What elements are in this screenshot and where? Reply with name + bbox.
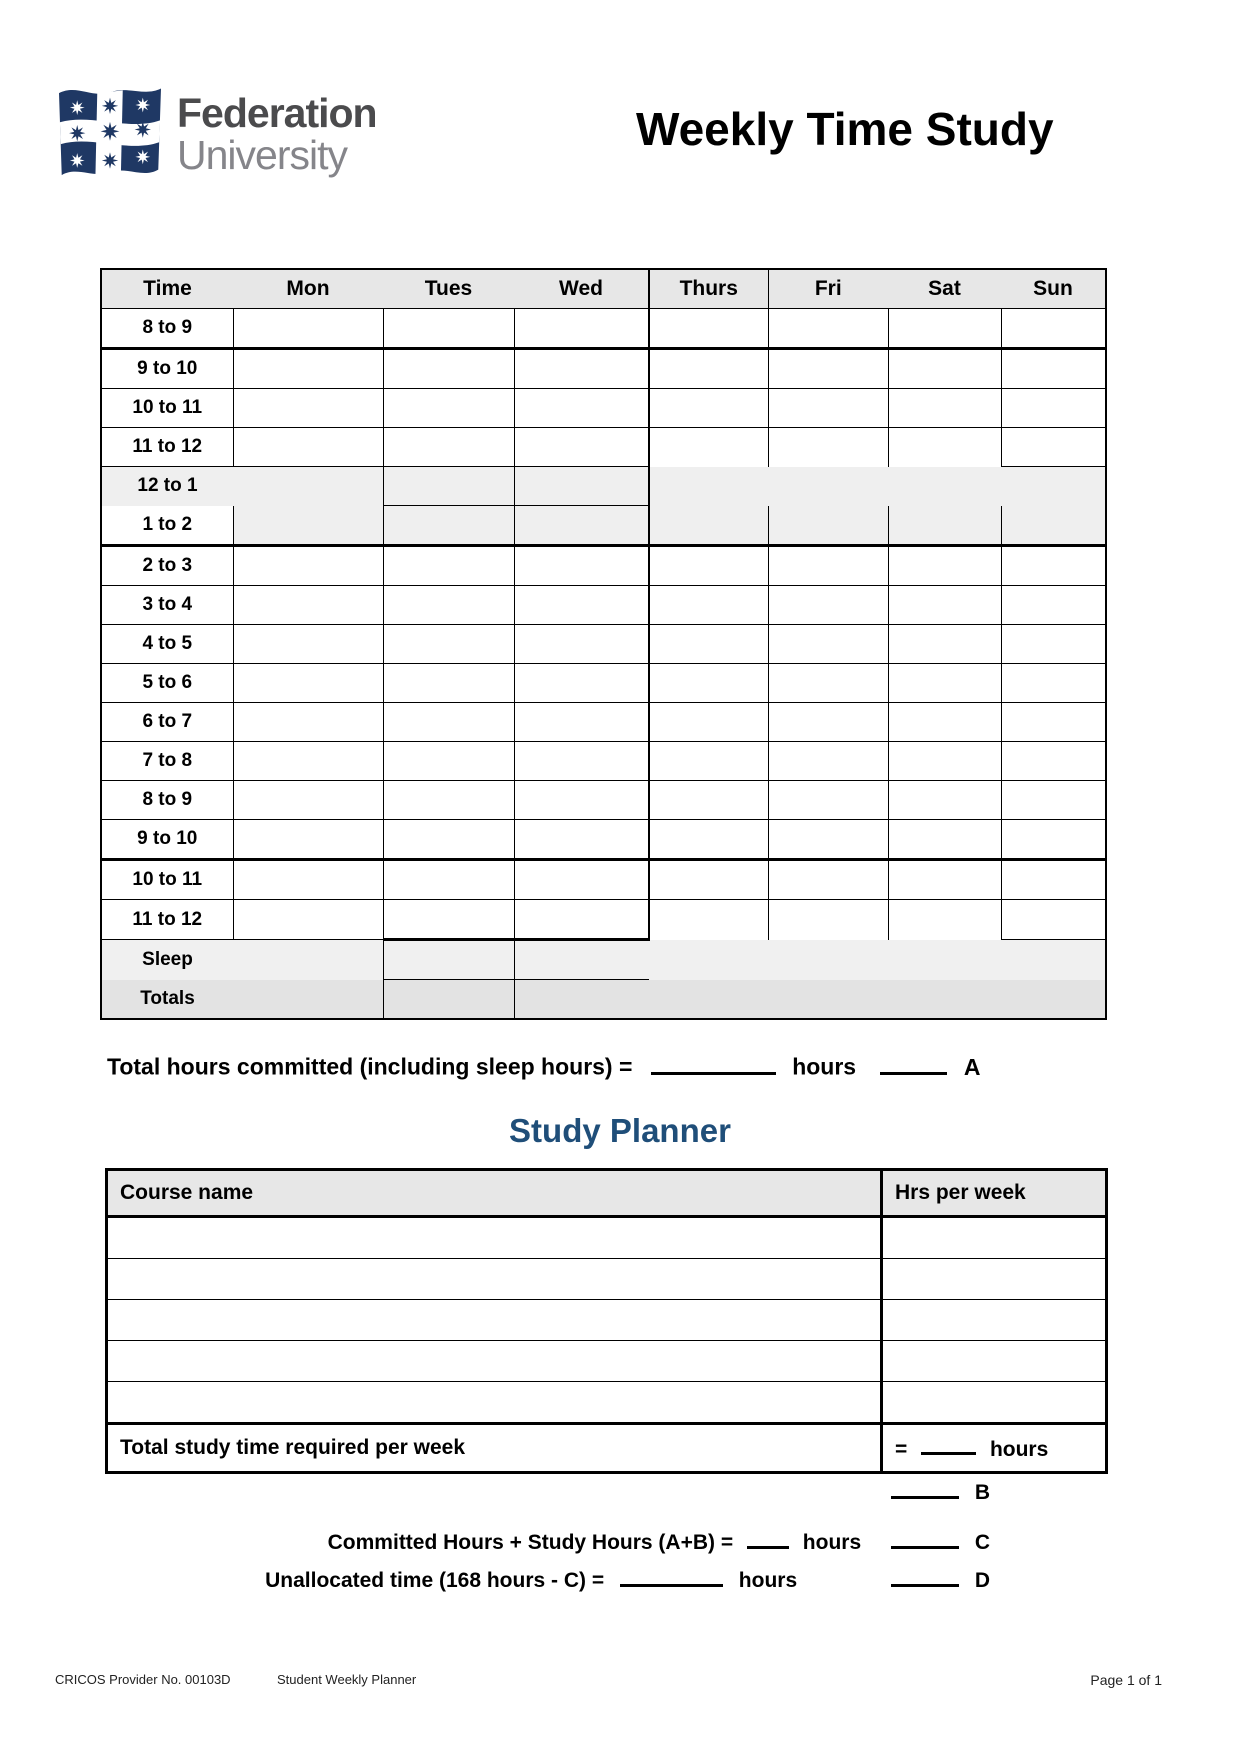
timetable-row (101, 980, 1106, 1020)
course-row (107, 1341, 1107, 1382)
time-row-label: 5 to 6 (101, 664, 233, 703)
timetable-cell[interactable] (383, 389, 514, 428)
timetable-cell[interactable] (1001, 664, 1106, 703)
logo-text-federation: Federation (177, 90, 377, 137)
timetable-cell[interactable] (383, 900, 514, 940)
timetable-row (101, 664, 1106, 703)
timetable-row (101, 349, 1106, 389)
course-name-cell[interactable] (107, 1382, 882, 1424)
federation-university-logo (55, 84, 377, 186)
timetable-cell[interactable] (233, 664, 383, 703)
timetable-cell[interactable] (768, 546, 888, 586)
timetable-cell[interactable] (383, 703, 514, 742)
timetable-cell[interactable] (383, 980, 514, 1020)
total-study-time-blank[interactable] (921, 1435, 976, 1456)
hours-per-week-cell[interactable] (882, 1341, 1107, 1382)
timetable-cell[interactable] (649, 546, 768, 586)
timetable-cell[interactable] (514, 781, 649, 820)
timetable-cell[interactable] (649, 860, 768, 900)
timetable-cell[interactable] (1001, 820, 1106, 860)
timetable-cell[interactable] (383, 349, 514, 389)
timetable-cell[interactable] (1001, 428, 1106, 467)
timetable-cell[interactable] (649, 389, 768, 428)
timetable-cell[interactable] (383, 309, 514, 349)
timetable-cell[interactable] (514, 980, 649, 1020)
timetable-cell[interactable] (233, 940, 383, 980)
timetable-cell[interactable] (383, 586, 514, 625)
timetable-cell[interactable] (233, 309, 383, 349)
timetable-cell[interactable] (233, 900, 383, 940)
ref-letter-a: A (963, 1053, 981, 1080)
timetable-cell[interactable] (768, 467, 888, 506)
timetable-cell[interactable] (768, 349, 888, 389)
timetable-cell[interactable] (1001, 900, 1106, 940)
course-name-column-header: Course name (107, 1170, 882, 1217)
timetable-cell[interactable] (233, 625, 383, 664)
timetable-cell[interactable] (888, 309, 1001, 349)
ref-letter-b: B (974, 1480, 990, 1504)
timetable-cell[interactable] (383, 467, 514, 506)
timetable-cell[interactable] (768, 586, 888, 625)
total-hours-label: Total hours committed (including sleep hours) = (107, 1053, 633, 1080)
timetable-cell[interactable] (383, 781, 514, 820)
timetable-cell[interactable] (233, 389, 383, 428)
timetable-cell[interactable] (649, 781, 768, 820)
course-name-cell[interactable] (107, 1217, 882, 1259)
timetable-cell[interactable] (768, 820, 888, 860)
day-column-header: Tues (383, 269, 514, 309)
timetable-cell[interactable] (1001, 586, 1106, 625)
timetable-cell[interactable] (514, 467, 649, 506)
timetable-cell[interactable] (1001, 781, 1106, 820)
summary-line-d (100, 1566, 990, 1593)
timetable-cell[interactable] (888, 940, 1001, 980)
timetable-cell[interactable] (888, 980, 1001, 1020)
timetable-row (101, 467, 1106, 506)
timetable-cell[interactable] (383, 664, 514, 703)
course-name-cell[interactable] (107, 1341, 882, 1382)
timetable-cell[interactable] (768, 389, 888, 428)
hours-per-week-cell[interactable] (882, 1300, 1107, 1341)
timetable-cell[interactable] (649, 980, 768, 1020)
hours-unit-label: hours (802, 1530, 862, 1554)
timetable-cell[interactable] (233, 820, 383, 860)
time-row-label: 1 to 2 (101, 506, 233, 546)
total-study-time-label: Total study time required per week (107, 1424, 882, 1473)
d-hours-blank[interactable] (620, 1566, 723, 1587)
course-name-cell[interactable] (107, 1300, 882, 1341)
timetable-cell[interactable] (649, 309, 768, 349)
day-column-header: Wed (514, 269, 649, 309)
timetable-row (101, 742, 1106, 781)
timetable-cell[interactable] (888, 820, 1001, 860)
timetable-cell[interactable] (383, 546, 514, 586)
planner-header-row (107, 1170, 1107, 1217)
timetable-cell[interactable] (768, 506, 888, 546)
time-row-label: 4 to 5 (101, 625, 233, 664)
timetable-cell[interactable] (649, 586, 768, 625)
timetable-cell[interactable] (233, 546, 383, 586)
timetable-cell[interactable] (233, 781, 383, 820)
timetable-row (101, 860, 1106, 900)
timetable-cell[interactable] (649, 467, 768, 506)
timetable-cell[interactable] (768, 428, 888, 467)
ref-letter-c: C (974, 1530, 990, 1554)
timetable-cell[interactable] (514, 703, 649, 742)
timetable-cell[interactable] (768, 703, 888, 742)
hours-per-week-cell[interactable] (882, 1217, 1107, 1259)
day-column-header: Mon (233, 269, 383, 309)
timetable-cell[interactable] (514, 349, 649, 389)
timetable-cell[interactable] (1001, 349, 1106, 389)
timetable-cell[interactable] (768, 860, 888, 900)
time-row-label: 11 to 12 (101, 900, 233, 940)
day-column-header: Thurs (649, 269, 768, 309)
hours-unit-label: hours (738, 1568, 798, 1592)
timetable-cell[interactable] (514, 309, 649, 349)
hours-unit-label: hours (989, 1437, 1049, 1461)
equals-sign: = (895, 1437, 908, 1461)
summary-line-b (100, 1478, 990, 1505)
timetable-cell[interactable] (1001, 625, 1106, 664)
course-row (107, 1300, 1107, 1341)
timetable-cell[interactable] (1001, 546, 1106, 586)
cricos-provider-text: CRICOS Provider No. 00103D (55, 1672, 231, 1687)
timetable-cell[interactable] (233, 428, 383, 467)
c-hours-blank[interactable] (747, 1528, 789, 1549)
timetable-cell[interactable] (233, 586, 383, 625)
timetable-cell[interactable] (383, 940, 514, 980)
hrs-per-week-column-header: Hrs per week (882, 1170, 1107, 1217)
ref-b-blank[interactable] (891, 1478, 959, 1499)
timetable-cell[interactable] (514, 506, 649, 546)
study-planner-heading: Study Planner (509, 1112, 731, 1149)
time-row-label: 7 to 8 (101, 742, 233, 781)
timetable-cell[interactable] (888, 625, 1001, 664)
time-row-label: Totals (101, 980, 233, 1020)
day-column-header: Sat (888, 269, 1001, 309)
course-row (107, 1217, 1107, 1259)
ref-a-blank[interactable] (880, 1052, 947, 1075)
hours-unit-label: hours (792, 1053, 857, 1080)
timetable-cell[interactable] (649, 940, 768, 980)
timetable-row (101, 546, 1106, 586)
timetable-cell[interactable] (888, 428, 1001, 467)
ref-letter-d: D (974, 1568, 990, 1592)
timetable-cell[interactable] (888, 506, 1001, 546)
timetable-cell[interactable] (233, 506, 383, 546)
committed-plus-study-label: Committed Hours + Study Hours (A+B) = (327, 1530, 734, 1554)
timetable-cell[interactable] (233, 349, 383, 389)
timetable-cell[interactable] (768, 900, 888, 940)
timetable-cell[interactable] (1001, 860, 1106, 900)
timetable-cell[interactable] (768, 940, 888, 980)
timetable-cell[interactable] (514, 820, 649, 860)
planner-total-row (107, 1424, 1107, 1473)
timetable-cell[interactable] (514, 860, 649, 900)
time-row-label: 11 to 12 (101, 428, 233, 467)
timetable-cell[interactable] (1001, 389, 1106, 428)
page-number-text: Page 1 of 1 (1090, 1672, 1162, 1688)
timetable-cell[interactable] (1001, 742, 1106, 781)
timetable-cell[interactable] (888, 703, 1001, 742)
summary-line-c (100, 1528, 990, 1555)
timetable-cell[interactable] (1001, 703, 1106, 742)
time-row-label: 9 to 10 (101, 820, 233, 860)
eureka-flag-icon (55, 84, 165, 186)
timetable-header-row (101, 269, 1106, 309)
timetable-cell[interactable] (768, 664, 888, 703)
timetable-cell[interactable] (888, 860, 1001, 900)
timetable-cell[interactable] (514, 900, 649, 940)
logo-text-university: University (177, 132, 347, 178)
timetable-cell[interactable] (514, 664, 649, 703)
timetable-cell[interactable] (888, 546, 1001, 586)
time-row-label: 10 to 11 (101, 389, 233, 428)
page-title: Weekly Time Study (636, 103, 1054, 155)
total-study-time-value-cell (882, 1424, 1107, 1473)
timetable-cell[interactable] (768, 309, 888, 349)
ref-c-blank[interactable] (891, 1528, 959, 1549)
weekly-timetable (100, 268, 1107, 1020)
timetable-cell[interactable] (1001, 467, 1106, 506)
timetable-row (101, 940, 1106, 980)
time-column-header: Time (101, 269, 233, 309)
logo-wordmark (177, 90, 377, 178)
timetable-row (101, 506, 1106, 546)
day-column-header: Fri (768, 269, 888, 309)
timetable-cell[interactable] (383, 860, 514, 900)
timetable-row (101, 309, 1106, 349)
timetable-cell[interactable] (888, 900, 1001, 940)
total-hours-line (107, 1052, 981, 1081)
timetable-cell[interactable] (514, 586, 649, 625)
time-row-label: 3 to 4 (101, 586, 233, 625)
time-row-label: 8 to 9 (101, 781, 233, 820)
time-row-label: Sleep (101, 940, 233, 980)
timetable-cell[interactable] (1001, 506, 1106, 546)
timetable-cell[interactable] (383, 742, 514, 781)
timetable-cell[interactable] (649, 506, 768, 546)
timetable-cell[interactable] (768, 742, 888, 781)
timetable-cell[interactable] (649, 349, 768, 389)
timetable-cell[interactable] (233, 467, 383, 506)
ref-d-blank[interactable] (891, 1566, 959, 1587)
timetable-cell[interactable] (233, 742, 383, 781)
course-name-cell[interactable] (107, 1259, 882, 1300)
timetable-cell[interactable] (649, 900, 768, 940)
time-row-label: 2 to 3 (101, 546, 233, 586)
time-row-label: 8 to 9 (101, 309, 233, 349)
hours-per-week-cell[interactable] (882, 1382, 1107, 1424)
unallocated-time-label: Unallocated time (168 hours - C) = (265, 1568, 605, 1592)
timetable-cell[interactable] (514, 625, 649, 664)
timetable-cell[interactable] (768, 625, 888, 664)
timetable-cell[interactable] (1001, 309, 1106, 349)
timetable-row (101, 625, 1106, 664)
timetable-cell[interactable] (383, 625, 514, 664)
timetable-row (101, 389, 1106, 428)
timetable-cell[interactable] (649, 664, 768, 703)
timetable-row (101, 900, 1106, 940)
timetable-cell[interactable] (768, 781, 888, 820)
timetable-cell[interactable] (383, 428, 514, 467)
hours-per-week-cell[interactable] (882, 1259, 1107, 1300)
timetable-cell[interactable] (383, 820, 514, 860)
timetable-cell[interactable] (888, 664, 1001, 703)
timetable-cell[interactable] (649, 820, 768, 860)
timetable-cell[interactable] (649, 625, 768, 664)
time-row-label: 10 to 11 (101, 860, 233, 900)
timetable-cell[interactable] (649, 428, 768, 467)
timetable-cell[interactable] (514, 742, 649, 781)
timetable-cell[interactable] (888, 742, 1001, 781)
time-row-label: 12 to 1 (101, 467, 233, 506)
timetable-cell[interactable] (768, 980, 888, 1020)
document-name-text: Student Weekly Planner (277, 1672, 417, 1687)
timetable-cell[interactable] (888, 781, 1001, 820)
course-row (107, 1259, 1107, 1300)
timetable-cell[interactable] (888, 389, 1001, 428)
timetable-cell[interactable] (649, 742, 768, 781)
timetable-cell[interactable] (1001, 980, 1106, 1020)
timetable-cell[interactable] (514, 389, 649, 428)
timetable-cell[interactable] (383, 506, 514, 546)
timetable-cell[interactable] (888, 349, 1001, 389)
timetable-cell[interactable] (888, 467, 1001, 506)
timetable-row (101, 428, 1106, 467)
timetable-cell[interactable] (514, 546, 649, 586)
timetable-row (101, 586, 1106, 625)
timetable-row (101, 781, 1106, 820)
timetable-cell[interactable] (514, 940, 649, 980)
total-hours-blank[interactable] (651, 1052, 776, 1075)
time-row-label: 9 to 10 (101, 349, 233, 389)
timetable-cell[interactable] (514, 428, 649, 467)
timetable-row (101, 703, 1106, 742)
timetable-cell[interactable] (233, 703, 383, 742)
timetable-cell[interactable] (233, 980, 383, 1020)
day-column-header: Sun (1001, 269, 1106, 309)
timetable-cell[interactable] (888, 586, 1001, 625)
timetable-cell[interactable] (1001, 940, 1106, 980)
timetable-cell[interactable] (233, 860, 383, 900)
course-row (107, 1382, 1107, 1424)
timetable-cell[interactable] (649, 703, 768, 742)
timetable-row (101, 820, 1106, 860)
study-planner-table (105, 1168, 1108, 1474)
time-row-label: 6 to 7 (101, 703, 233, 742)
